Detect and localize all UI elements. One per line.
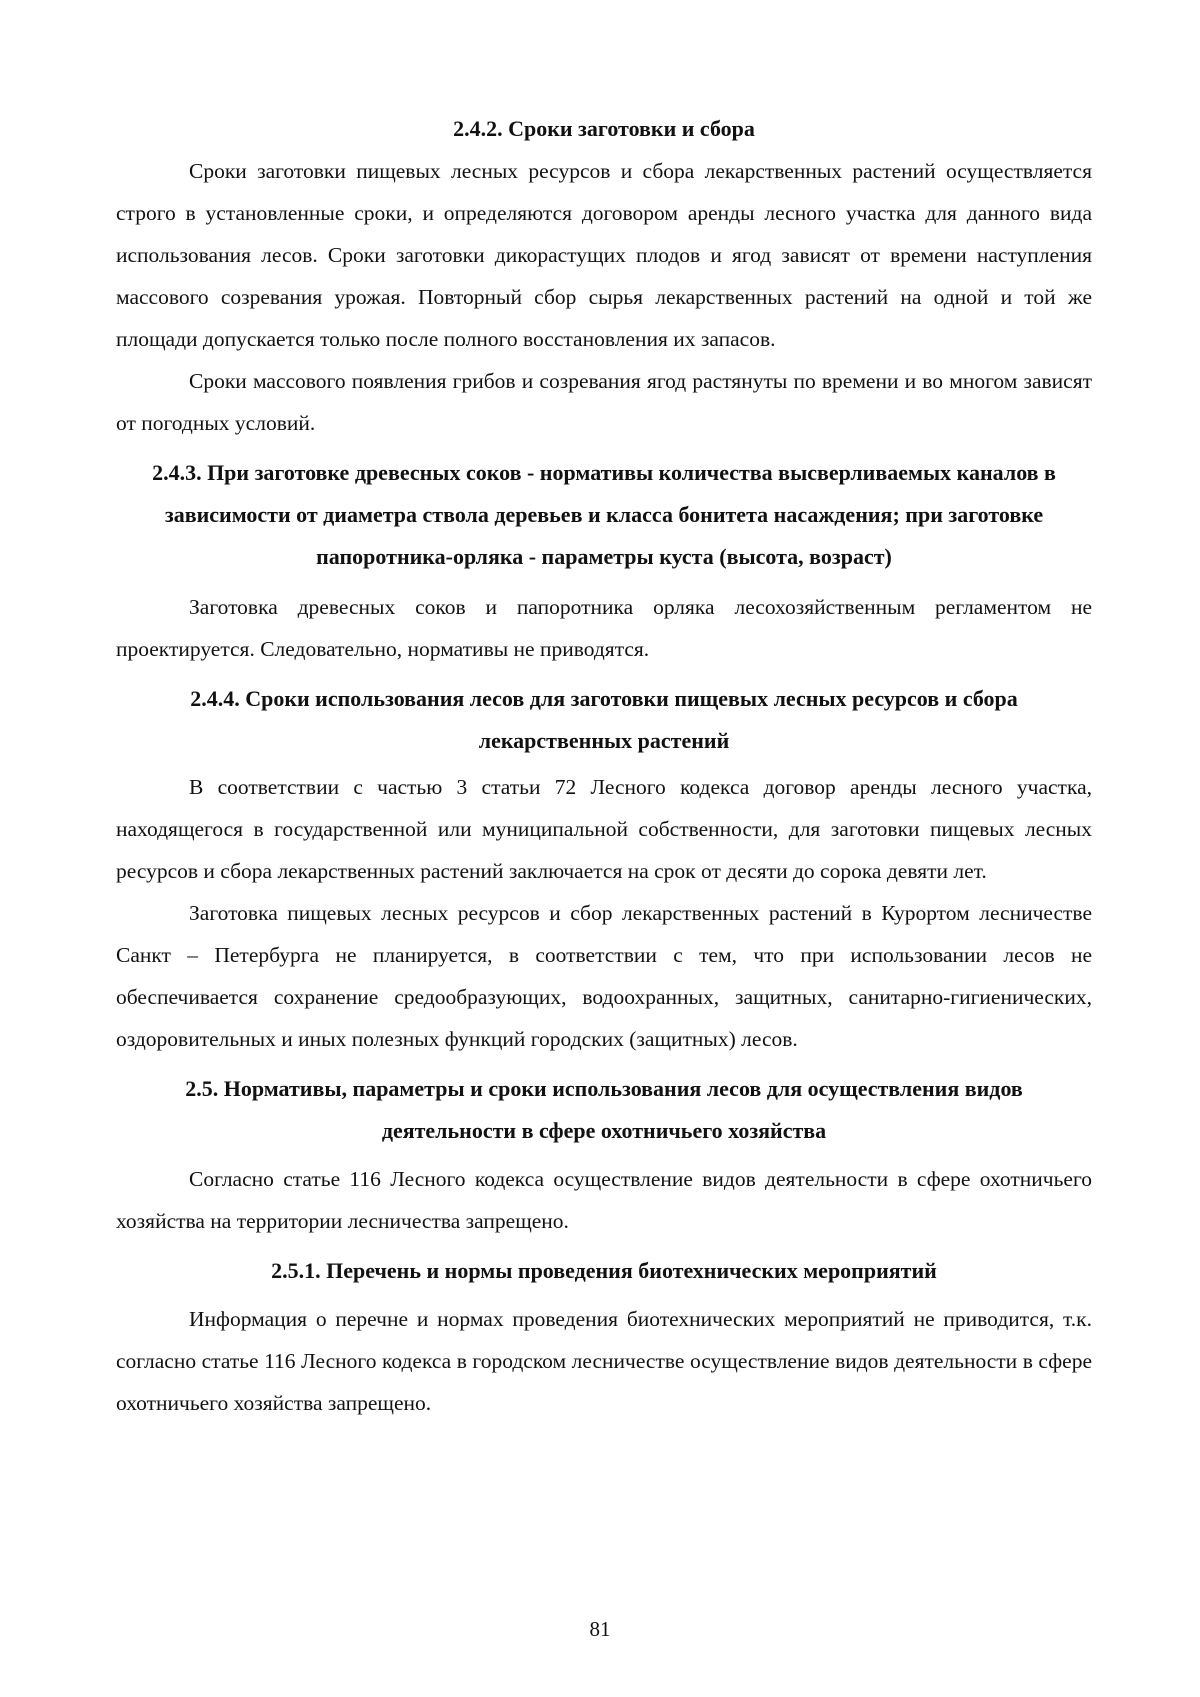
paragraph-sap-fern-harvest: Заготовка древесных соков и папоротника орляка лесохозяйственным регламентом не проектируется. Следовательно, нормативы не приводятся. xyxy=(116,595,1092,661)
document-page xyxy=(116,108,1092,1424)
paragraph-lease-term: В соответствии с частью 3 статьи 72 Лесного кодекса договор аренды лесного участка, находящегося в государственной или муниципальной собственности, для заготовки пищевых лесных ресурсов и сбора лекарственных растений заключается на срок от десяти до сорока девяти лет. xyxy=(116,775,1092,883)
section-heading-2-4-4: 2.4.4. Сроки использования лесов для заготовки пищевых лесных ресурсов и сбора лекарственных растений xyxy=(190,686,1018,753)
paragraph-mushroom-berry-timing: Сроки массового появления грибов и созревания ягод растянуты по времени и во многом зависят от погодных условий. xyxy=(116,369,1092,435)
paragraph-kurortnoe-forestry: Заготовка пищевых лесных ресурсов и сбор лекарственных растений в Курортом лесничестве Санкт – Петербурга не планируется, в соответствии с тем, что при использовании лесов не обеспечивается сохранение средообразующих, водоохранных, защитных, санитарно-гигиенических, оздоровительных и иных полезных функций городских (защитных) лесов. xyxy=(116,901,1092,1051)
section-heading-2-4-2: 2.4.2. Сроки заготовки и сбора xyxy=(453,116,755,141)
paragraph-harvest-terms: Сроки заготовки пищевых лесных ресурсов и сбора лекарственных растений осуществляется строго в установленные сроки, и определяются договором аренды лесного участка для данного вида использования лесов. Сроки заготовки дикорастущих плодов и ягод зависят от времени наступления массового созревания урожая. Повторный сбор сырья лекарственных растений на одной и той же площади допускается только после полного восстановления их запасов. xyxy=(116,159,1092,351)
section-heading-2-5-1: 2.5.1. Перечень и нормы проведения биотехнических мероприятий xyxy=(271,1258,937,1283)
section-heading-2-4-3: 2.4.3. При заготовке древесных соков - нормативы количества высверливаемых каналов в зависимости от диаметра ствола деревьев и класса бонитета насаждения; при заготовке папоротника-орляка - параметры куста (высота, возраст) xyxy=(152,460,1056,569)
paragraph-biotechnical-measures: Информация о перечне и нормах проведения биотехнических мероприятий не приводится, т.к. согласно статье 116 Лесного кодекса в городском лесничестве осуществление видов деятельности в сфере охотничьего хозяйства запрещено. xyxy=(116,1307,1092,1415)
page-number: 81 xyxy=(589,1617,611,1641)
paragraph-hunting-prohibited: Согласно статье 116 Лесного кодекса осуществление видов деятельности в сфере охотничьего хозяйства на территории лесничества запрещено. xyxy=(116,1167,1092,1233)
section-heading-2-5: 2.5. Нормативы, параметры и сроки использования лесов для осуществления видов деятельности в сфере охотничьего хозяйства xyxy=(185,1076,1023,1143)
